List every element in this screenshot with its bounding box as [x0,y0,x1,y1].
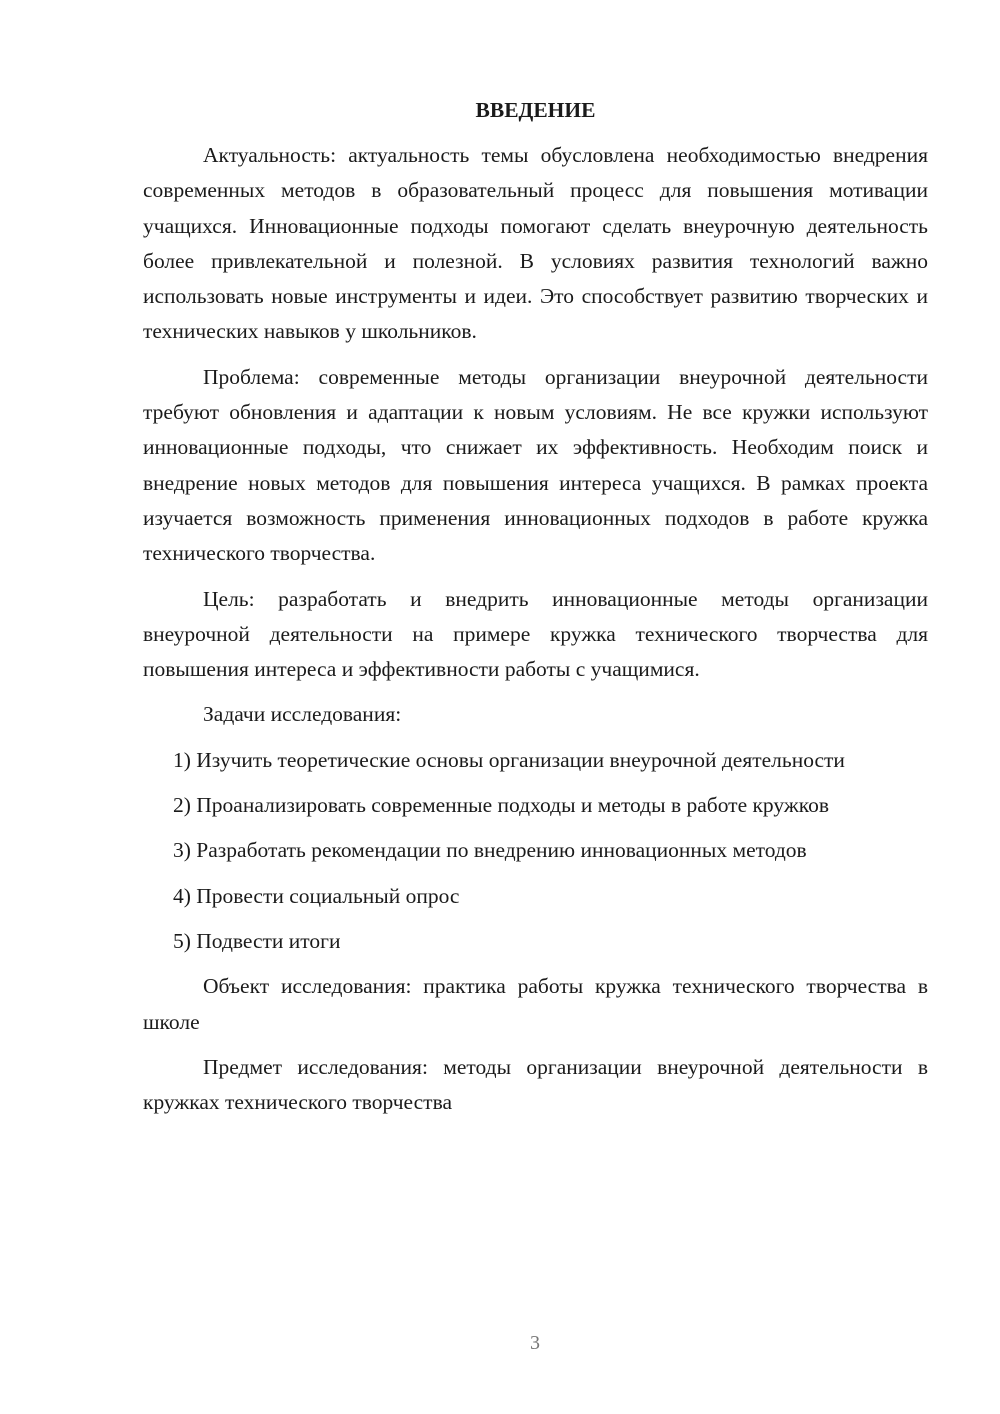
tasks-title: Задачи исследования: [203,702,402,727]
task-item-4: 4) Провести социальный опрос [173,883,460,908]
section-heading: ВВЕДЕНИЕ [475,98,596,122]
document-page [143,90,928,1130]
task-item-5: 5) Подвести итоги [173,928,341,953]
problem-paragraph: Проблема: современные методы организации внеурочной деятельности требуют обновления и адаптации к новым условиям. Не все кружки используют инновационные подходы, что снижает их эффективность. Необходим поиск и внедрение новых методов для повышения интереса учащихся. В рамках проекта изучается возможность применения инновационных подходов в работе кружка технического творчества. [143,364,928,566]
task-item-2: 2) Проанализировать современные подходы и методы в работе кружков [173,793,829,818]
goal-paragraph: Цель: разработать и внедрить инновационные методы организации внеурочной деятельности на примере кружка технического творчества для повышения интереса и эффективности работы с учащимися. [143,586,928,682]
task-item-1: 1) Изучить теоретические основы организации внеурочной деятельности [173,747,845,772]
task-item-3: 3) Разработать рекомендации по внедрению инновационных методов [173,838,807,863]
page-number: 3 [530,1332,540,1354]
relevance-paragraph: Актуальность: актуальность темы обусловлена необходимостью внедрения современных методов в образовательный процесс для повышения мотивации учащихся. Инновационные подходы помогают сделать внеурочную деятельность более привлекательной и полезной. В условиях развития технологий важно использовать новые инструменты и идеи. Это способствует развитию творческих и технических навыков у школьников. [143,143,928,344]
object-paragraph: Объект исследования: практика работы кружка технического творчества в школе [143,974,928,1034]
subject-paragraph: Предмет исследования: методы организации внеурочной деятельности в кружках технического творчества [143,1054,928,1115]
